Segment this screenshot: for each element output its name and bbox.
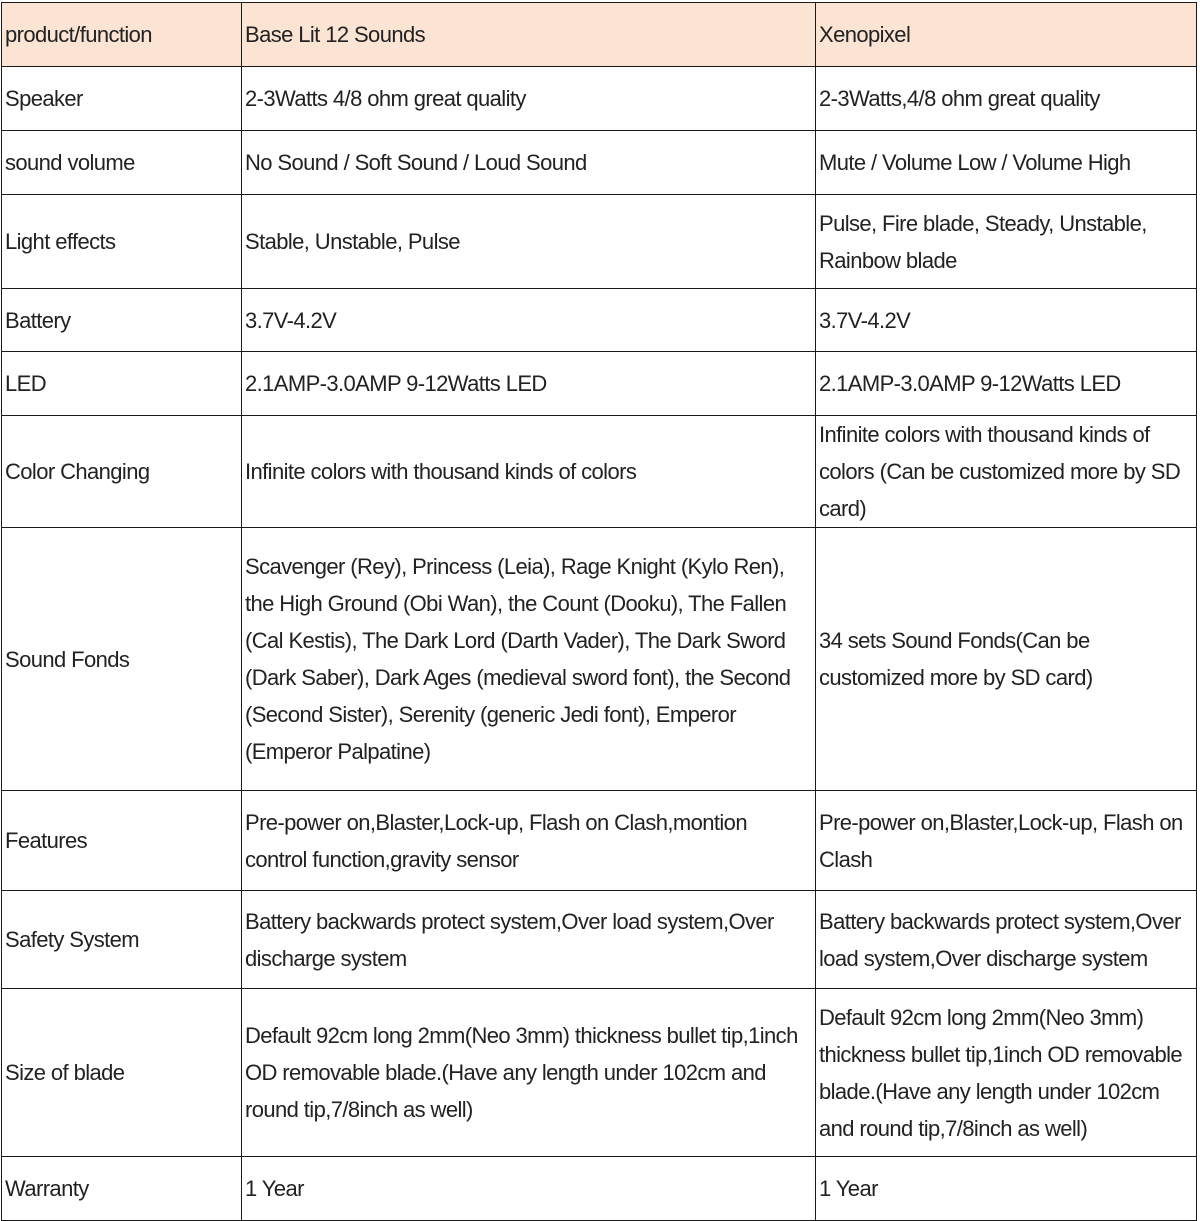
product-1-value: Pre-power on,Blaster,Lock-up, Flash on Clash,montion control function,gravity sensor (242, 791, 816, 891)
product-2-value: Pulse, Fire blade, Steady, Unstable, Rainbow blade (816, 195, 1197, 289)
row-label: Light effects (2, 195, 242, 289)
product-2-value: 1 Year (816, 1157, 1197, 1221)
product-1-value: Infinite colors with thousand kinds of colors (242, 416, 816, 528)
product-2-value: 3.7V-4.2V (816, 289, 1197, 352)
header-feature-cell: product/function (2, 3, 242, 67)
comparison-table (1, 2, 1197, 1221)
row-label: Warranty (2, 1157, 242, 1221)
product-2-value: Default 92cm long 2mm(Neo 3mm) thickness bullet tip,1inch OD removable blade.(Have any length under 102cm and round tip,7/8inch as well) (816, 989, 1197, 1157)
product-2-value: Mute / Volume Low / Volume High (816, 131, 1197, 195)
product-1-value: 3.7V-4.2V (242, 289, 816, 352)
row-label: sound volume (2, 131, 242, 195)
product-1-value: 2.1AMP-3.0AMP 9-12Watts LED (242, 352, 816, 416)
table-row (2, 195, 1197, 289)
header-product-2-cell: Xenopixel (816, 3, 1197, 67)
product-1-value: Battery backwards protect system,Over load system,Over discharge system (242, 891, 816, 989)
product-1-value: Scavenger (Rey), Princess (Leia), Rage Knight (Kylo Ren), the High Ground (Obi Wan), the Count (Dooku), The Fallen (Cal Kestis), The Dark Lord (Darth Vader), The Dark Sword (Dark Saber), Dark Ages (medieval sword font), the Second (Second Sister), Serenity (generic Jedi font), Emperor (Emperor Palpatine) (242, 528, 816, 791)
row-label: Size of blade (2, 989, 242, 1157)
table-row (2, 289, 1197, 352)
product-2-value: 34 sets Sound Fonds(Can be customized more by SD card) (816, 528, 1197, 791)
row-label: Sound Fonds (2, 528, 242, 791)
table-row (2, 67, 1197, 131)
product-2-value: 2.1AMP-3.0AMP 9-12Watts LED (816, 352, 1197, 416)
table-row (2, 528, 1197, 791)
product-1-value: 2-3Watts 4/8 ohm great quality (242, 67, 816, 131)
row-label: LED (2, 352, 242, 416)
product-1-value: No Sound / Soft Sound / Loud Sound (242, 131, 816, 195)
table-row (2, 352, 1197, 416)
table-row (2, 891, 1197, 989)
table-row (2, 1157, 1197, 1221)
product-1-value: Default 92cm long 2mm(Neo 3mm) thickness bullet tip,1inch OD removable blade.(Have any length under 102cm and round tip,7/8inch as well) (242, 989, 816, 1157)
product-2-value: Infinite colors with thousand kinds of colors (Can be customized more by SD card) (816, 416, 1197, 528)
product-2-value: Battery backwards protect system,Over load system,Over discharge system (816, 891, 1197, 989)
table-row (2, 131, 1197, 195)
row-label: Features (2, 791, 242, 891)
product-2-value: 2-3Watts,4/8 ohm great quality (816, 67, 1197, 131)
product-1-value: 1 Year (242, 1157, 816, 1221)
product-1-value: Stable, Unstable, Pulse (242, 195, 816, 289)
product-2-value: Pre-power on,Blaster,Lock-up, Flash on Clash (816, 791, 1197, 891)
table-row (2, 416, 1197, 528)
row-label: Safety System (2, 891, 242, 989)
table-row (2, 791, 1197, 891)
table-header-row (2, 3, 1197, 67)
table-row (2, 989, 1197, 1157)
header-product-1-cell: Base Lit 12 Sounds (242, 3, 816, 67)
row-label: Battery (2, 289, 242, 352)
row-label: Color Changing (2, 416, 242, 528)
row-label: Speaker (2, 67, 242, 131)
